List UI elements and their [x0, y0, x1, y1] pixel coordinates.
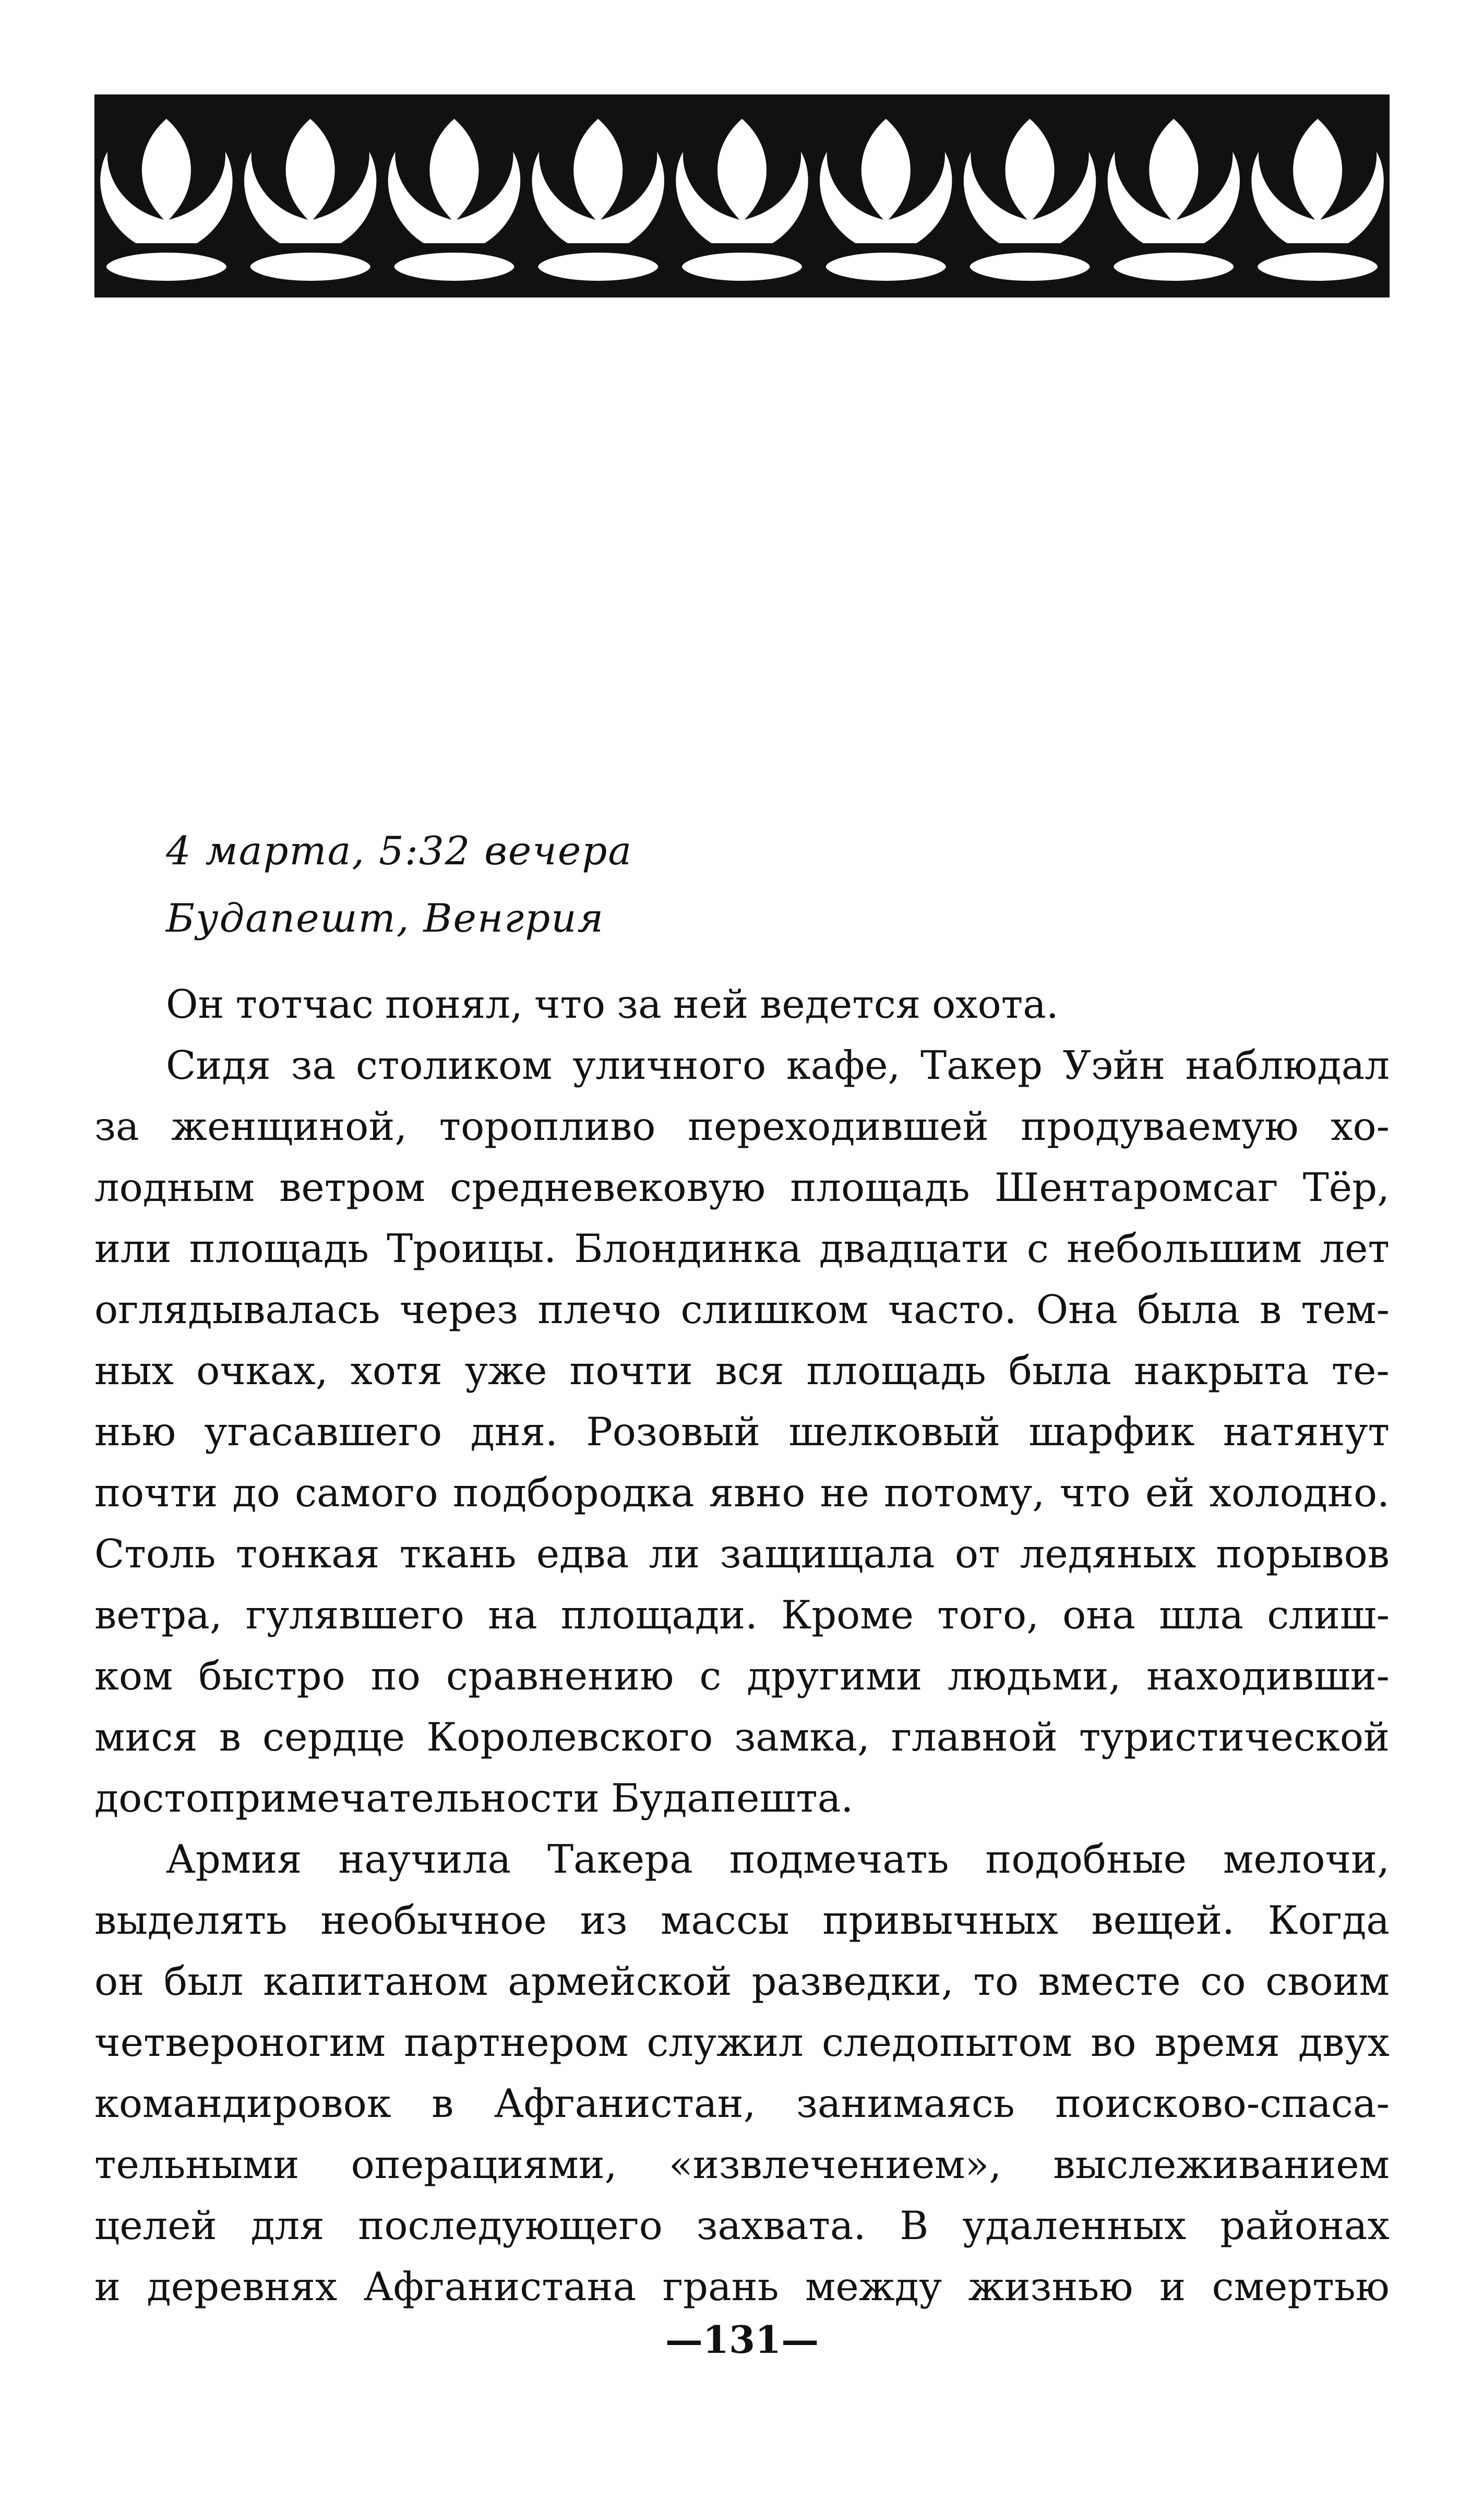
text-line: почти до самого подбородка явно не потому, что ей холодно. — [94, 1470, 1390, 1516]
text-line: Армия научила Такера подмечать подобные мелочи, — [166, 1836, 1390, 1882]
text-line: он был капитаном армейской разведки, то вместе со своим — [94, 1958, 1390, 2004]
text-line: выделять необычное из массы привычных вещей. Когда — [94, 1897, 1390, 1943]
text-line: и деревнях Афганистана грань между жизнью и смертью — [94, 2264, 1390, 2310]
decorative-border-ornament — [94, 94, 1390, 298]
text-line: оглядывалась через плечо слишком часто. Она была в тем- — [94, 1287, 1390, 1332]
text-line: мися в сердце Королевского замка, главной туристической — [94, 1714, 1390, 1760]
text-line: Сидя за столиком уличного кафе, Такер Уэйн наблюдал — [166, 1042, 1390, 1088]
text-line: четвероногим партнером служил следопытом во время двух — [94, 2019, 1390, 2065]
text-line: тельными операциями, «извлечением», выслеживанием — [94, 2141, 1390, 2187]
dateline-place: Будапешт, Венгрия — [166, 895, 605, 941]
text-line: за женщиной, торопливо переходившей продуваемую хо- — [94, 1103, 1390, 1149]
text-line: целей для последующего захвата. В удаленных районах — [94, 2203, 1390, 2248]
text-line: лодным ветром средневековую площадь Шентаромсаг Тёр, — [94, 1164, 1390, 1210]
body-text — [94, 974, 1390, 2317]
text-line: или площадь Троицы. Блондинка двадцати с небольшим лет — [94, 1225, 1390, 1271]
text-line: нью угасавшего дня. Розовый шелковый шарфик натянут — [94, 1409, 1390, 1455]
text-line: ных очках, хотя уже почти вся площадь была накрыта те- — [94, 1348, 1390, 1394]
text-line: ветра, гулявшего на площади. Кроме того, она шла слиш- — [94, 1592, 1390, 1638]
ornament-icon — [94, 94, 1390, 298]
text-line: Он тотчас понял, что за ней ведется охота. — [166, 981, 1059, 1027]
page-number: —131— — [665, 2317, 819, 2362]
text-line: достопримечательности Будапешта. — [94, 1775, 854, 1821]
text-line: командировок в Афганистан, занимаясь поисково-спаса- — [94, 2080, 1390, 2126]
dateline-date: 4 марта, 5:32 вечера — [166, 828, 633, 874]
text-line: ком быстро по сравнению с другими людьми, находивши- — [94, 1653, 1390, 1699]
chapter-dateline — [166, 817, 632, 952]
text-line: Столь тонкая ткань едва ли защищала от ледяных порывов — [94, 1531, 1390, 1577]
